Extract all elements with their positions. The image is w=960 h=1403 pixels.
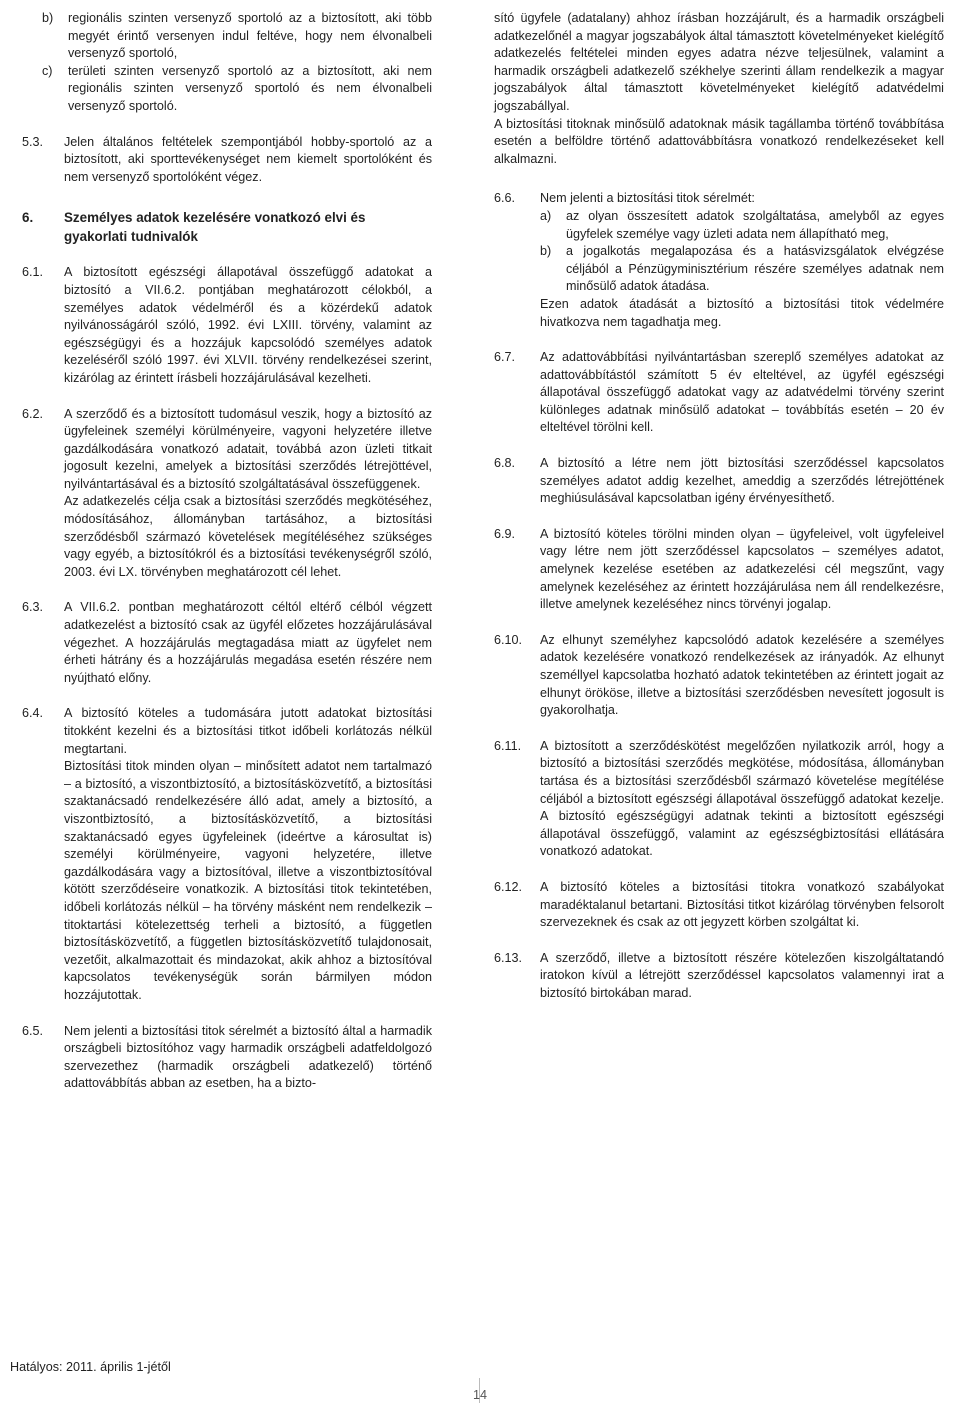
section-text: A biztosító köteles törölni minden olyan – ügyfeleivel, volt ügyfeleivel vagy létre nem jött szerződéssel kapcsolatos – személyes adatot, amelynek kezelése esetében az adatkezelési cél megszűnt, vagy amelynek kezeléséhez az érintett hozzájárulása nem áll rendelkezésre, illetve amelynek kezeléséhez nincs törvényi jogalap. (540, 526, 944, 612)
section-number: 5.3. (22, 134, 44, 149)
section-number: 6.11. (494, 738, 522, 753)
list-item-a (540, 208, 944, 243)
section-6-5 (22, 1023, 432, 1093)
right-column (494, 10, 944, 1003)
section-text: Az adattovábbítási nyilvántartásban szereplő személyes adatokat az adattovábbítástól számított 5 év elteltével, az ügyfél egészségi állapotával összefüggő adatokat vagy az adatvédelmi törvény szerint különleges adatnak minősülő adatokat – továbbítás esetén – 20 év elteltével törölni kell. (540, 350, 944, 435)
section-text: A VII.6.2. pontban meghatározott céltól eltérő célból végzett adatkezelést a biztosító csak az ügyfél előzetes hozzájárulásával végezhet. A hozzájárulás megtagadása miatt az ügyfelet nem érheti hátrány és a hozzájárulás megadása esetén részére nem nyújtható előny. (64, 600, 432, 685)
section-text: Nem jelenti a biztosítási titok sérelmét: (540, 191, 755, 206)
section-text: Biztosítási titok minden olyan – minősített adatot nem tartalmazó – a biztosító, a viszontbiztosító, a biztosításközvetítő, a biztosítási szaktanácsadó rendelkezésére álló adat, amely a biztosító, a viszontbiztosító, a biztosításközvetítő, a biztosítási szaktanácsadó egyes ügyfeleinek (ideértve a károsultat is) személyi körülményeire, vagyoni helyzetére, illetve gazdálkodására vagy a biztosítóval, illetve a viszontbiztosítóval kötött szerződéseire vonatkozik. A biztosítási titok tekintetében, időbeli korlátozás nélkül – ha törvény másként nem rendelkezik – titoktartási kötelezettség terheli a biztosító, a független biztosításközvetítő, a független biztosításközvetítő tulajdonosait, vezetőit, alkalmazottait és mindazokat, akik ahhoz a biztosítóval kapcsolatos tevékenységük során bármilyen módon hozzájutottak. (64, 759, 432, 1002)
section-6-12 (494, 879, 944, 932)
list-text: a jogalkotás megalapozása és a hatásvizsgálatok elvégzése céljából a Pénzügyminisztérium részére személyes adatnak nem minősülő adatok átadása. (566, 244, 944, 294)
section-number: 6.3. (22, 600, 44, 615)
section-text: sító ügyfele (adatalany) ahhoz írásban hozzájárult, és a harmadik országbeli adatkezelőnél a magyar jogszabályok által támasztott követelményeket kielégítő adatkezelés feltételei minden egyes adatra nézve teljesülnek, valamint a harmadik országbeli adatkezelő székhelye szerinti állam rendelkezik a magyar jogszabályok által támasztott követelményeket kielégítő adatvédelmi jogszabállyal. (494, 11, 944, 113)
section-number: 6.8. (494, 456, 516, 471)
left-column (22, 10, 432, 1093)
section-text: Ezen adatok átadását a biztosító a biztosítási titok védelmére hivatkozva nem tagadhatja meg. (540, 296, 944, 329)
section-number: 6.4. (22, 706, 44, 721)
list-label: b) (42, 11, 54, 25)
section-6-6 (494, 190, 944, 331)
section-6-7 (494, 349, 944, 437)
section-5-3 (22, 134, 432, 187)
section-6-3 (22, 599, 432, 687)
section-6-9 (494, 526, 944, 614)
section-text: Az elhunyt személyhez kapcsolódó adatok kezelésére a személyes adatok kezelésére vonatkozó rendelkezések az irányadók. Az elhunyt személlyel kapcsolatba hozható adatok tekintetében az érintett jogait az elhunyt örököse, illetve a biztosítási szerződésben nevesített jogosult is gyakorolhatja. (540, 632, 944, 718)
section-number: 6.13. (494, 950, 523, 965)
section-number: 6. (22, 210, 34, 226)
list-label: a) (540, 208, 552, 223)
section-number: 6.1. (22, 265, 44, 280)
section-text: A biztosító köteles a biztosítási titokra vonatkozó szabályokat maradéktalanul betartani. Biztosítási titkot kizárólag törvényben felsorolt szervezeknek és csak az ott jegyzett körben szolgáltat ki. (540, 879, 944, 930)
section-6-1 (22, 264, 432, 387)
section-number: 6.6. (494, 191, 516, 206)
list-item-b (540, 243, 944, 296)
list-item-c (22, 63, 432, 116)
section-text: Nem jelenti a biztosítási titok sérelmét a biztosító által a harmadik országbeli biztosítóhoz vagy harmadik országbeli adatfeldolgozó szervezethez (harmadik országbeli adatkezelő) történő adattovábbítás abban az esetben, ha a bizto- (64, 1023, 432, 1091)
list-text: az olyan összesített adatok szolgáltatása, amelyből az egyes ügyfelek személye vagy üzleti adata nem állapítható meg, (566, 208, 944, 241)
section-6-4 (22, 705, 432, 1004)
section-text: A szerződő, illetve a biztosított részére kötelezően kiszolgáltatandó iratokon kívül a létrejött szerződéssel kapcsolatos valamennyi irat a biztosító birtokában marad. (540, 950, 944, 1000)
list-item-b (22, 10, 432, 63)
section-number: 6.2. (22, 406, 44, 421)
list-text: területi szinten versenyző sportoló az a biztosított, aki nem regionális szinten versenyző sportoló és nem élvonalbeli versenyző sportoló. (68, 63, 432, 113)
section-text: A biztosító köteles a tudomására jutott adatokat biztosítási titokként kezelni és a biztosítási titkot időbeli korlátozás nélkül megtartani. (64, 706, 432, 756)
section-number: 6.7. (494, 350, 516, 365)
section-text: Jelen általános feltételek szempontjából hobby-sportoló az a biztosított, aki sporttevékenységet nem kiemelt sportolóként és nem versenyző sportolóként végez. (64, 134, 432, 184)
section-6-11 (494, 738, 944, 861)
page-number: 14 (472, 1388, 487, 1402)
section-title: Személyes adatok kezelésére vonatkozó elvi és gyakorlati tudnivalók (64, 210, 366, 245)
section-text: A biztosító a létre nem jött biztosítási szerződéssel kapcsolatos személyes adatot addig kezelhet, ameddig a szerződés létrejöttének meghiúsulásával kapcsolatban igény érvényesíthető. (540, 456, 944, 506)
list-label: b) (540, 244, 552, 259)
section-number: 6.9. (494, 526, 516, 541)
section-6-10 (494, 632, 944, 720)
effective-date: Hatályos: 2011. április 1-jétől (10, 1360, 171, 1374)
section-text: Az adatkezelés célja csak a biztosítási szerződés megkötéséhez, módosításához, állományban tartásához, a biztosítási szerződésből származó követelések megítéléséhez szükséges vagy egyéb, a biztosítókról és a biztosítási tevékenységről szóló, 2003. évi LX. törvényben meghatározott cél lehet. (64, 494, 432, 579)
section-number: 6.5. (22, 1023, 44, 1038)
list-text: regionális szinten versenyző sportoló az a biztosított, aki több megyét érintő versenyen indul feltéve, hogy nem élvonalbeli versenyző sportoló, (68, 11, 432, 61)
section-6-8 (494, 455, 944, 508)
section-text: A szerződő és a biztosított tudomásul veszik, hogy a biztosító az ügyfeleinek személyi körülményeire, vagyoni helyzetére illetve gazdálkodására vonatkozó adatait, továbbá azon üzleti titkait jogosult kezelni, amelyek a biztosítási szerződés létrejöttével, nyilvántartásával és a biztosító szolgáltatásával összefüggenek. (64, 406, 432, 491)
section-number: 6.12. (494, 879, 523, 894)
section-number: 6.10. (494, 632, 523, 647)
section-6-2 (22, 406, 432, 582)
section-6-heading (22, 208, 432, 246)
continued-paragraph (494, 10, 944, 168)
section-text: A biztosított egészségi állapotával összefüggő adatokat a biztosító a VII.6.2. pontjában meghatározott célokból, a személyes adatok védelméről és a közérdekű adatok nyilvánosságáról szóló, 1992. évi LXIII. törvény, valamint az egészségügyi és a hozzájuk kapcsolódó személyes adatok kezeléséről szóló 1997. évi XLVII. törvény rendelkezései szerint, kizárólag az érintett írásbeli hozzájárulásával kezelheti. (64, 265, 432, 385)
list-label: c) (42, 63, 53, 78)
section-text: A biztosítási titoknak minősülő adatoknak másik tagállamba történő továbbítása esetén a belföldre történő adattovábbításra vonatkozó rendelkezéseket kell alkalmazni. (494, 116, 944, 166)
section-6-13 (494, 950, 944, 1003)
section-text: A biztosított a szerződéskötést megelőzően nyilatkozik arról, hogy a biztosító a biztosítási szerződés megkötése, módosítása, állományban tartása és a biztosítási szerződésből származó követelése megítélése céljából a biztosított egészségi állapotával összefüggő adatokat kezelje. A biztosító egészségügyi adatnak tekinti a biztosított egészségi állapotával összefüggő, valamint az egészségbiztosítási ellátására vonatkozó adatokat. (540, 738, 944, 859)
